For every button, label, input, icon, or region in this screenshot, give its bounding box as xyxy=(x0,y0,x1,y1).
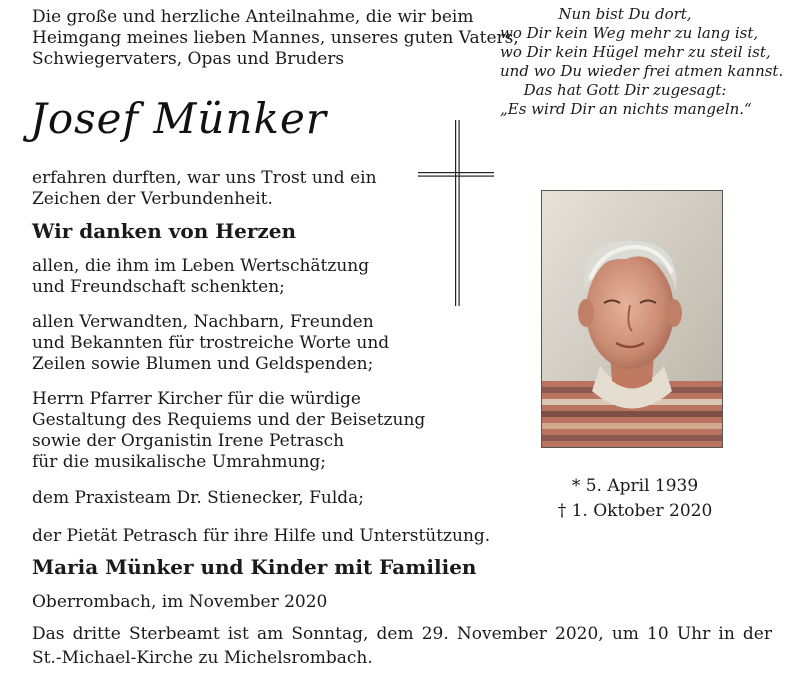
intro-text xyxy=(32,7,519,70)
death-date: † 1. Oktober 2020 xyxy=(557,501,713,521)
thanks-paragraph xyxy=(32,256,369,298)
thanks-line: Gestaltung des Requiems und der Beisetzung xyxy=(32,410,426,430)
poem xyxy=(500,5,784,119)
poem-line: Das hat Gott Dir zugesagt: xyxy=(523,81,727,99)
thanks-line: für die musikalische Umrahmung; xyxy=(32,452,327,472)
place-date: Oberrombach, im November 2020 xyxy=(32,592,328,612)
thanks-heading: Wir danken von Herzen xyxy=(32,219,297,243)
notice-line: Das dritte Sterbeamt ist am Sonntag, dem 29. November 2020, um 10 Uhr in der xyxy=(32,624,772,644)
after-line: erfahren durften, war uns Trost und ein xyxy=(32,168,377,188)
deceased-name: Josef Münker xyxy=(30,94,327,143)
family-signature: Maria Münker und Kinder mit Familien xyxy=(32,555,477,579)
poem-line: Nun bist Du dort, xyxy=(558,5,692,23)
thanks-line: und Bekannten für trostreiche Worte und xyxy=(32,333,390,353)
thanks-line: sowie der Organistin Irene Petrasch xyxy=(32,431,345,451)
thanks-paragraph xyxy=(32,488,364,509)
poem-line: wo Dir kein Hügel mehr zu steil ist, xyxy=(500,43,771,61)
poem-line: wo Dir kein Weg mehr zu lang ist, xyxy=(500,24,759,42)
birth-date: * 5. April 1939 xyxy=(571,476,699,496)
thanks-line: dem Praxisteam Dr. Stienecker, Fulda; xyxy=(32,488,365,508)
thanks-line: und Freundschaft schenkten; xyxy=(32,277,285,297)
thanks-line: Zeilen sowie Blumen und Geldspenden; xyxy=(32,354,374,374)
service-notice xyxy=(32,622,772,670)
thanks-line: Herrn Pfarrer Kircher für die würdige xyxy=(32,389,361,409)
thanks-paragraph xyxy=(32,526,490,547)
notice-line: St.-Michael-Kirche zu Michelsrombach. xyxy=(32,648,373,668)
poem-line: „Es wird Dir an nichts mangeln.“ xyxy=(500,100,752,118)
thanks-paragraph xyxy=(32,312,389,375)
after-line: Zeichen der Verbundenheit. xyxy=(32,189,273,209)
cross-icon xyxy=(418,120,494,306)
after-text xyxy=(32,168,377,210)
thanks-line: allen, die ihm im Leben Wertschätzung xyxy=(32,256,370,276)
portrait-photo xyxy=(541,190,723,448)
intro-line: Die große und herzliche Anteilnahme, die wir beim xyxy=(32,7,474,27)
thanks-line: allen Verwandten, Nachbarn, Freunden xyxy=(32,312,374,332)
thanks-paragraph xyxy=(32,389,425,473)
intro-line: Heimgang meines lieben Mannes, unseres guten Vaters, xyxy=(32,28,519,48)
life-dates xyxy=(550,474,720,524)
poem-line: und wo Du wieder frei atmen kannst. xyxy=(500,62,784,80)
intro-line: Schwiegervaters, Opas und Bruders xyxy=(32,49,345,69)
thanks-line: der Pietät Petrasch für ihre Hilfe und Unterstützung. xyxy=(32,526,491,546)
